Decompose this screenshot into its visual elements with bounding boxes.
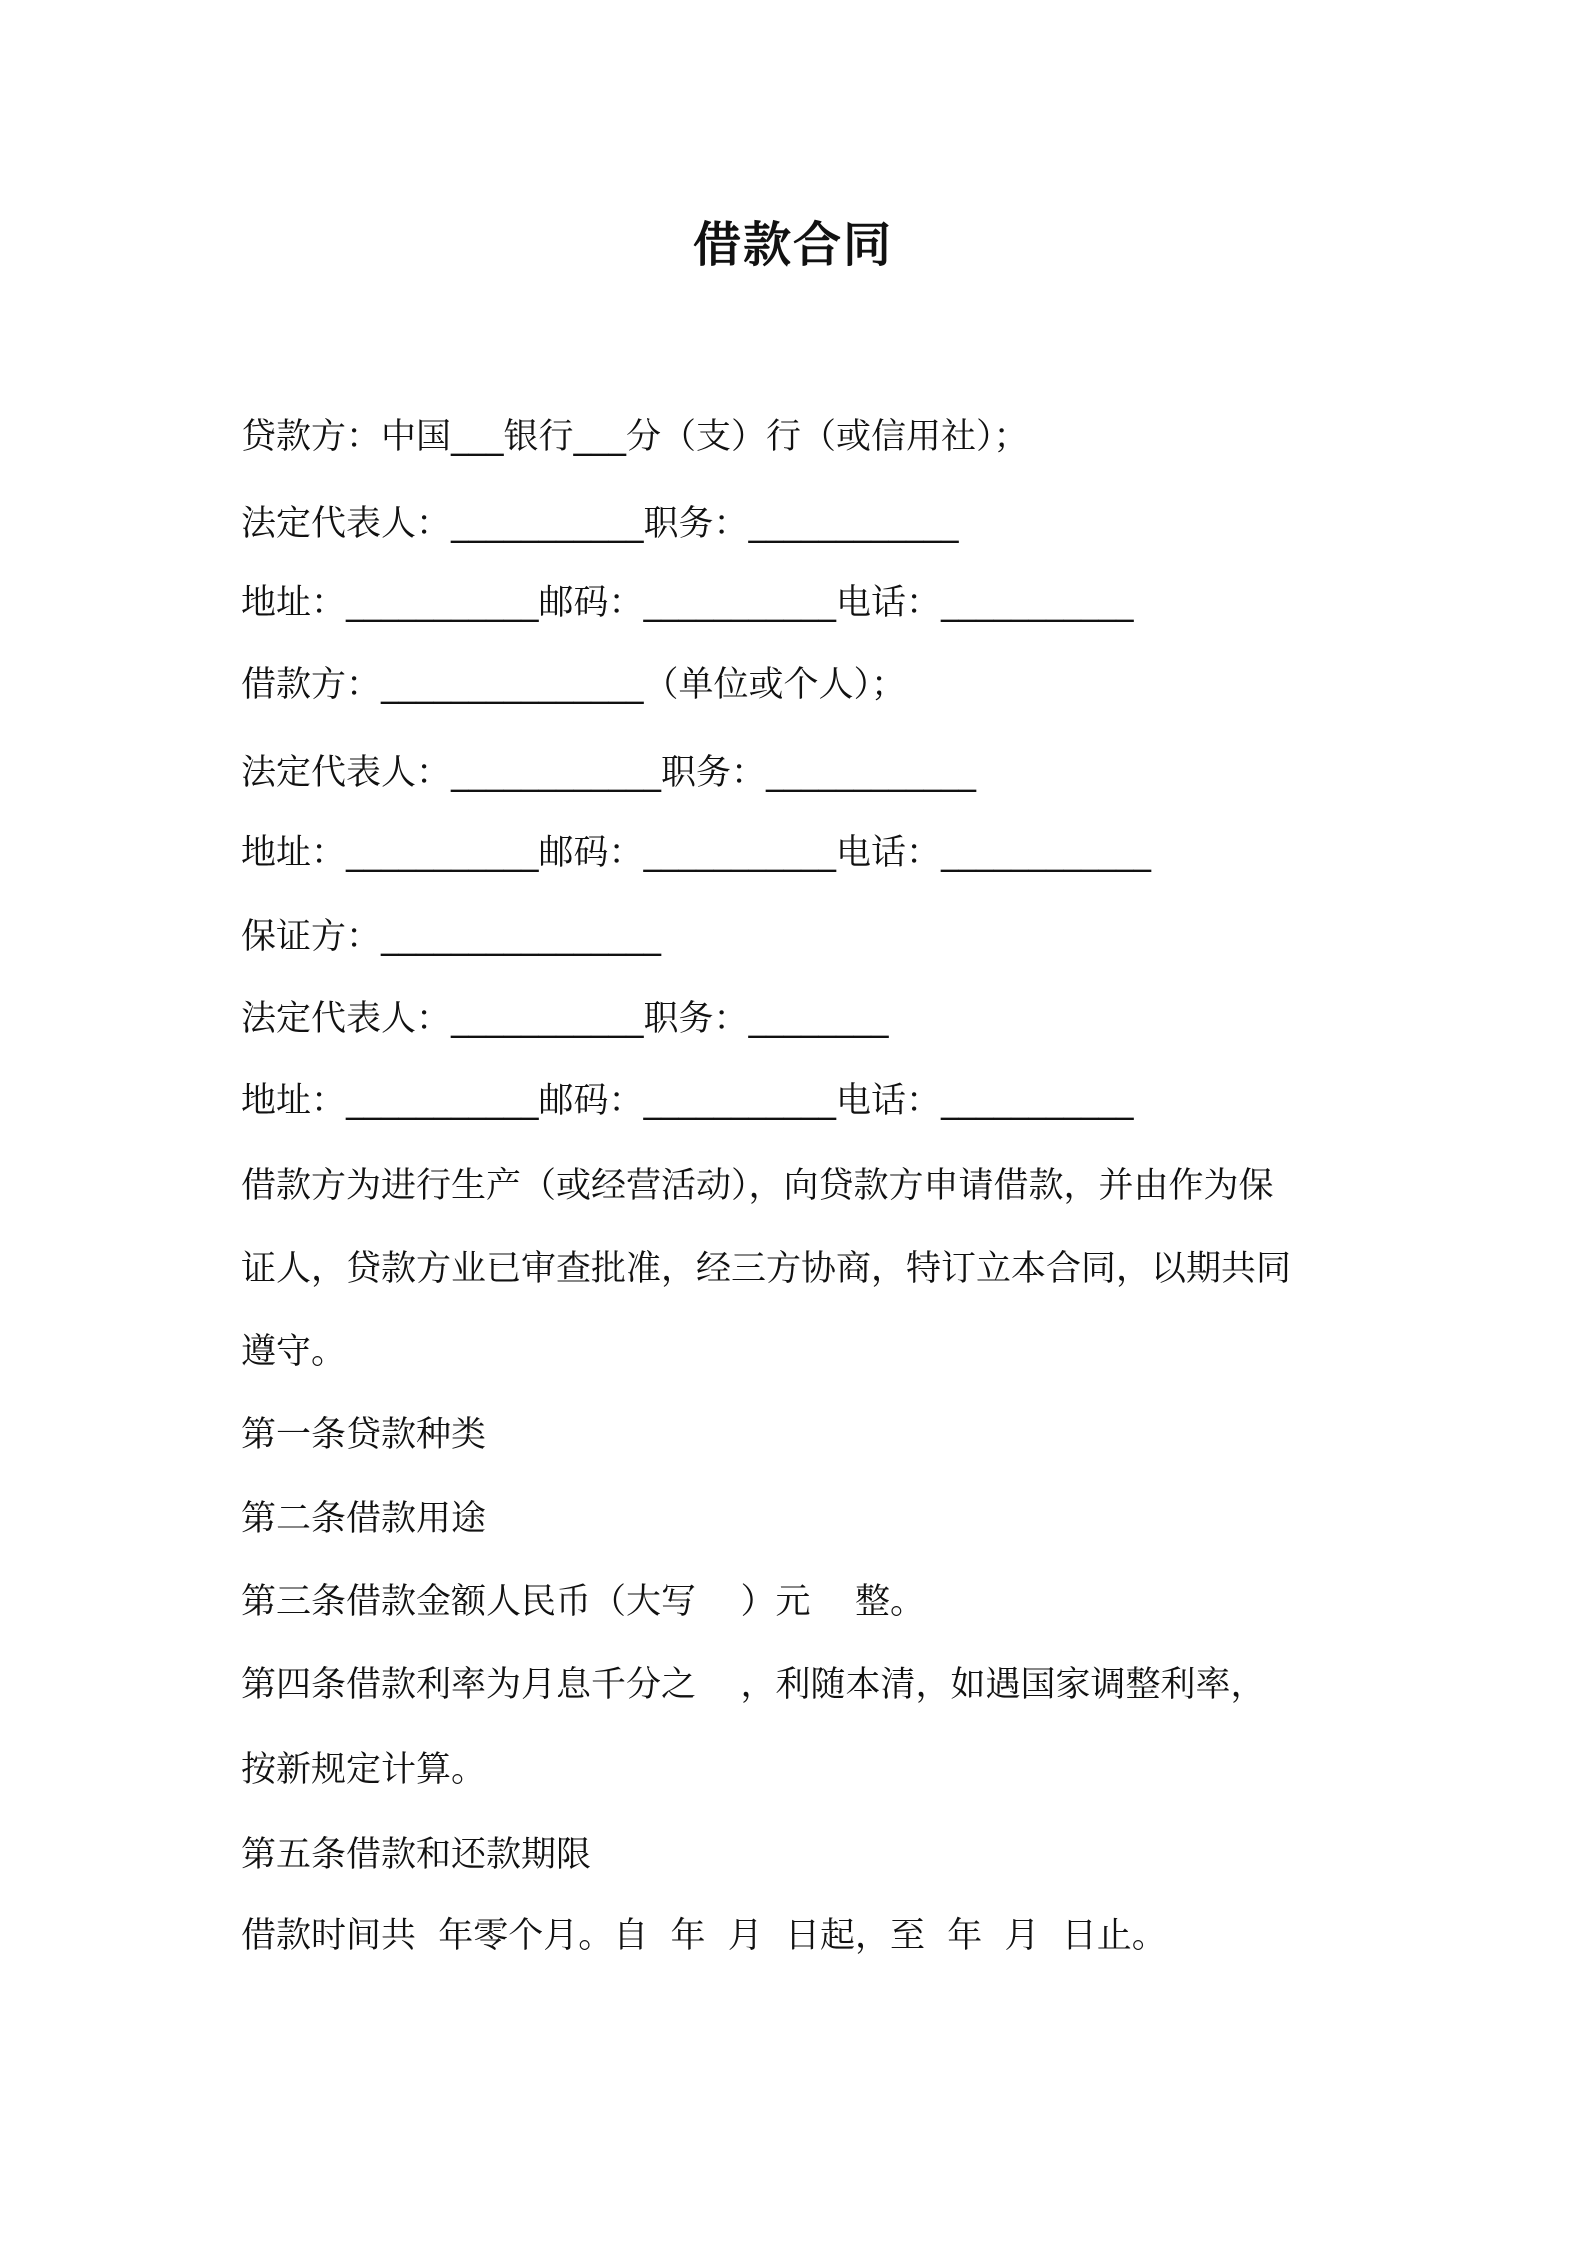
lender-line: 贷款方：中国___银行___分（支）行（或信用社）；: [241, 417, 1029, 457]
document-title: 借款合同: [692, 217, 893, 273]
borrower-address-line: 地址：___________邮码：___________电话：____________: [241, 833, 1152, 873]
article-3: 第三条借款金额人民币（大写 ）元 整。: [241, 1582, 926, 1622]
lender-representative-line: 法定代表人：___________职务：____________: [241, 504, 959, 544]
article-4-line-1: 第四条借款利率为月息千分之 ，利随本清，如遇国家调整利率，: [241, 1665, 1266, 1705]
guarantor-representative-line: 法定代表人：___________职务：________: [241, 999, 889, 1039]
article-5: 第五条借款和还款期限: [241, 1835, 592, 1875]
article-1: 第一条贷款种类: [241, 1415, 487, 1455]
loan-period-line: 借款时间共 年零个月。自 年 月 日起，至 年 月 日止。: [241, 1916, 1167, 1956]
preamble-line-2: 证人，贷款方业已审查批准，经三方协商，特订立本合同，以期共同: [241, 1249, 1292, 1289]
article-4-line-2: 按新规定计算。: [241, 1750, 487, 1790]
guarantor-line: 保证方：________________: [241, 917, 662, 957]
lender-address-line: 地址：___________邮码：___________电话：___________: [241, 583, 1134, 623]
article-2: 第二条借款用途: [241, 1499, 487, 1539]
guarantor-address-line: 地址：___________邮码：___________电话：___________: [241, 1081, 1134, 1121]
borrower-representative-line: 法定代表人：____________职务：____________: [241, 753, 977, 793]
preamble-line-3: 遵守。: [241, 1332, 347, 1372]
preamble-line-1: 借款方为进行生产（或经营活动），向贷款方申请借款，并由作为保: [241, 1166, 1274, 1206]
borrower-line: 借款方：_______________（单位或个人）；: [241, 665, 907, 705]
